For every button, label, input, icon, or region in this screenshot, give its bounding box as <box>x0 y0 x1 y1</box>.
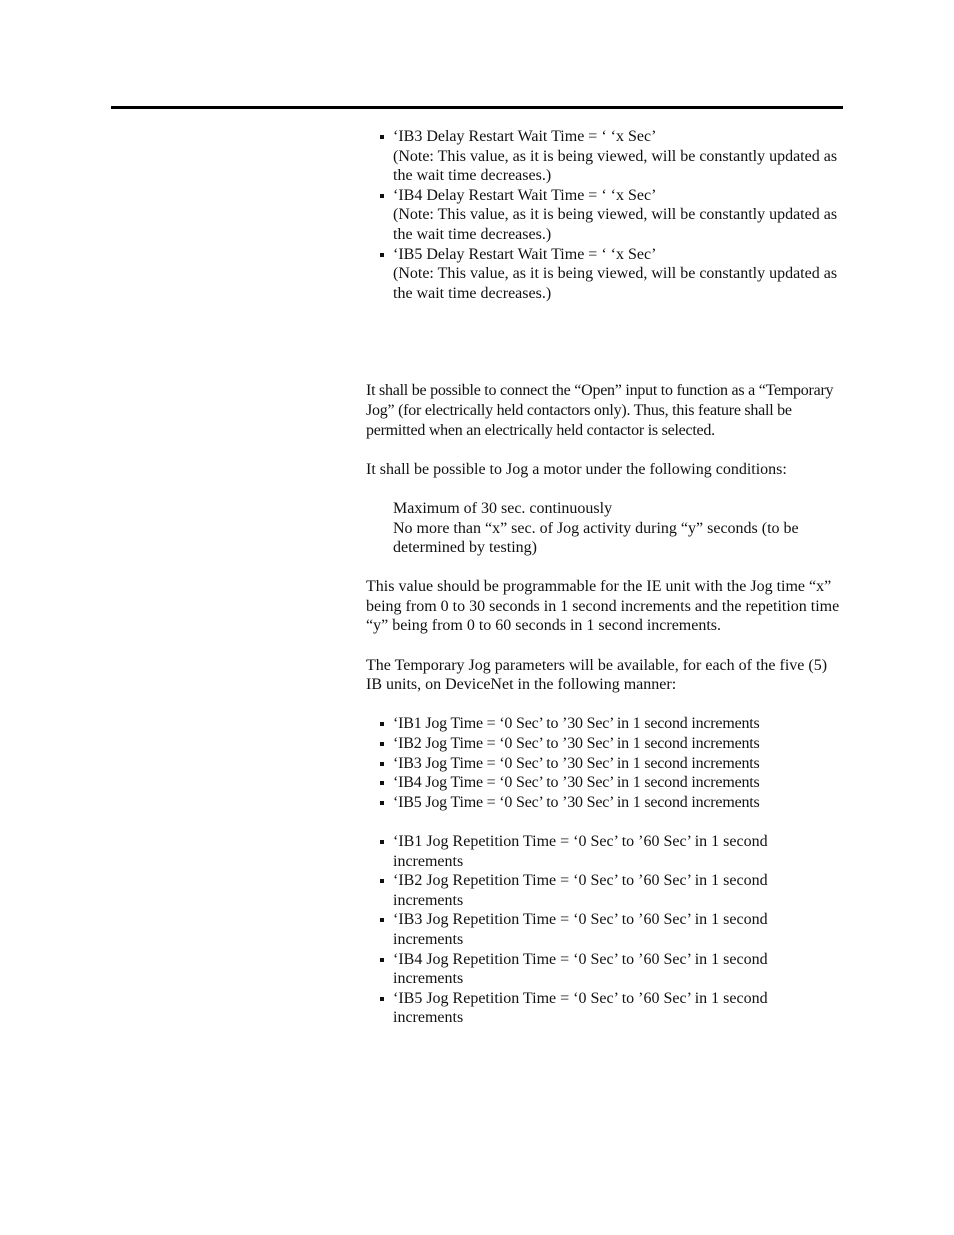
list-item: ‘IB3 Jog Time = ‘0 Sec’ to ’30 Sec’ in 1 second increments <box>366 754 846 774</box>
list-item: ‘IB3 Delay Restart Wait Time = ‘ ‘x Sec’ (Note: This value, as it is being viewed, will be constantly updated as the wait time decreases.) <box>366 127 846 186</box>
document-body <box>366 127 846 1028</box>
list-item: ‘IB3 Jog Repetition Time = ‘0 Sec’ to ’60 Sec’ in 1 second increments <box>366 910 806 949</box>
jog-time-list <box>366 714 846 812</box>
header-rule <box>111 106 843 109</box>
paragraph-jog-conditions: It shall be possible to Jog a motor under the following conditions: <box>366 460 787 478</box>
list-item: ‘IB1 Jog Repetition Time = ‘0 Sec’ to ’60 Sec’ in 1 second increments <box>366 832 806 871</box>
list-item: ‘IB2 Jog Time = ‘0 Sec’ to ’30 Sec’ in 1 second increments <box>366 734 846 754</box>
condition-item: No more than “x” sec. of Jog activity during “y” seconds (to be determined by testing) <box>393 519 799 557</box>
list-item: ‘IB5 Jog Repetition Time = ‘0 Sec’ to ’60 Sec’ in 1 second increments <box>366 989 806 1028</box>
jog-repetition-list <box>366 832 806 1028</box>
condition-item: Maximum of 30 sec. continuously <box>393 499 613 517</box>
list-item: ‘IB2 Jog Repetition Time = ‘0 Sec’ to ’60 Sec’ in 1 second increments <box>366 871 806 910</box>
paragraph-open-input: It shall be possible to connect the “Open” input to function as a “Temporary Jog” (for electrically held contactors only). Thus, this feature shall be permitted when an electrically held contactor is selected. <box>366 382 834 439</box>
list-item: ‘IB5 Delay Restart Wait Time = ‘ ‘x Sec’ (Note: This value, as it is being viewed, will be constantly updated as the wait time decreases.) <box>366 245 846 304</box>
list-item: ‘IB5 Jog Time = ‘0 Sec’ to ’30 Sec’ in 1 second increments <box>366 793 846 813</box>
list-item: ‘IB4 Delay Restart Wait Time = ‘ ‘x Sec’ (Note: This value, as it is being viewed, will be constantly updated as the wait time decreases.) <box>366 186 846 245</box>
list-item: ‘IB4 Jog Repetition Time = ‘0 Sec’ to ’60 Sec’ in 1 second increments <box>366 950 806 989</box>
conditions-block <box>366 499 846 558</box>
paragraph-parameters: The Temporary Jog parameters will be available, for each of the five (5) IB units, on DeviceNet in the following manner: <box>366 656 828 694</box>
list-item: ‘IB4 Jog Time = ‘0 Sec’ to ’30 Sec’ in 1 second increments <box>366 773 846 793</box>
paragraph-programmable: This value should be programmable for the IE unit with the Jog time “x” being from 0 to 30 seconds in 1 second increments and the repetition time “y” being from 0 to 60 seconds in 1 second increments. <box>366 578 840 635</box>
wait-time-list <box>366 127 846 303</box>
list-item: ‘IB1 Jog Time = ‘0 Sec’ to ’30 Sec’ in 1 second increments <box>366 714 846 734</box>
